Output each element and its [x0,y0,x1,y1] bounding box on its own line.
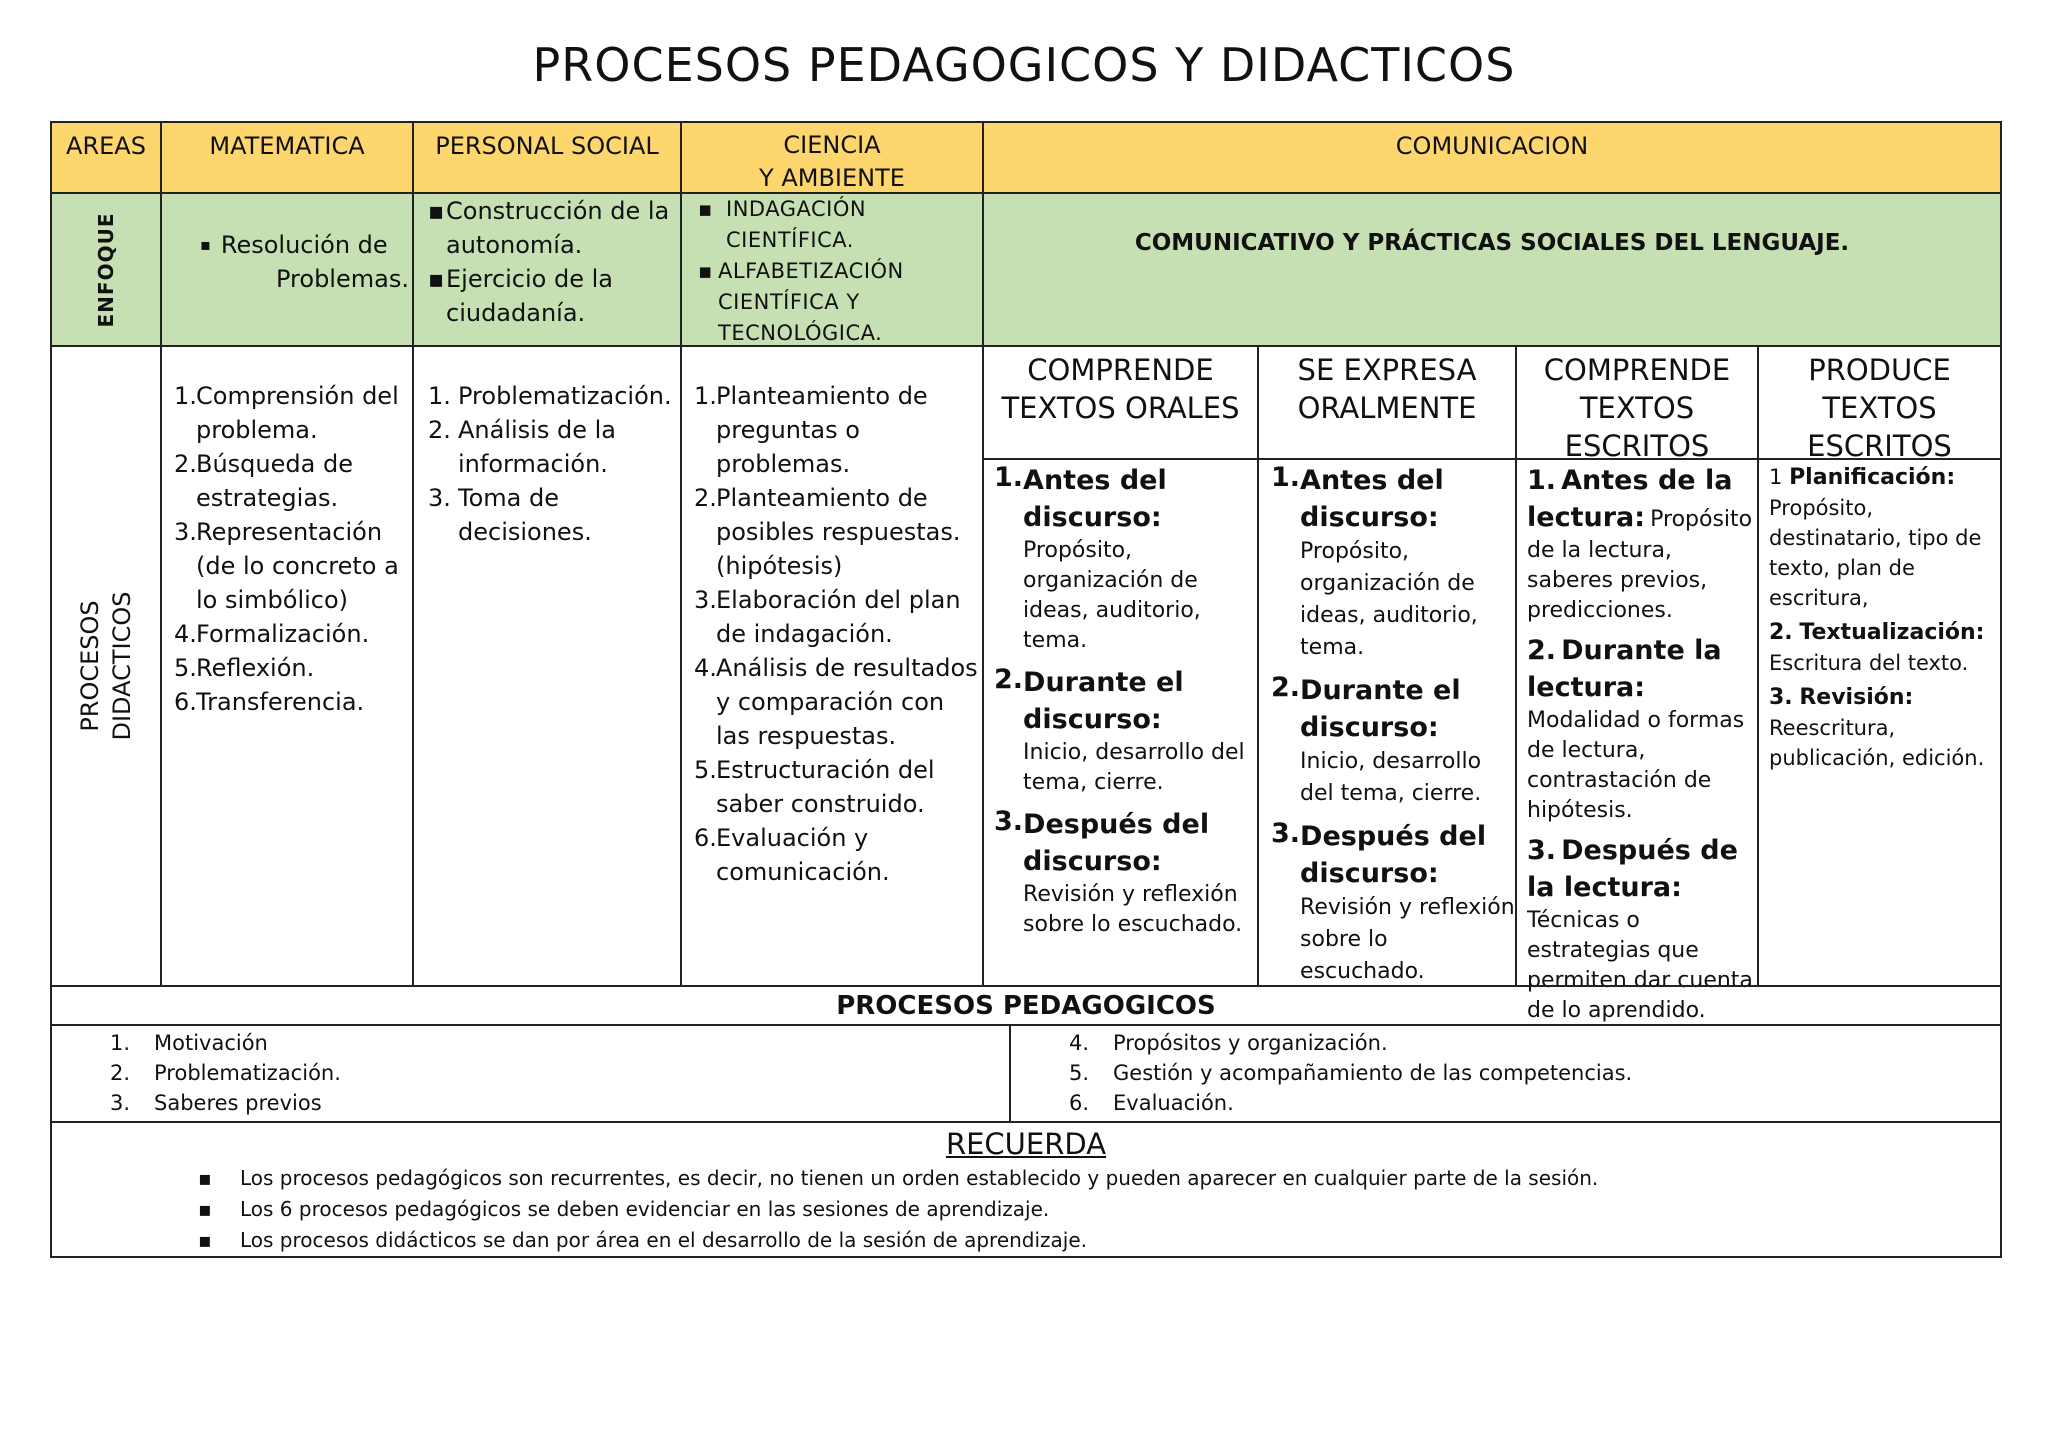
list-item: 2. Textualización: Escritura del texto. [1769,620,1985,675]
list-item: 3. Toma de decisiones. [428,484,592,546]
list-item: 3. Después del discurso: Revisión y reflexión sobre lo escuchado. [1271,818,1515,984]
pedagogicos-title: PROCESOS PEDAGOGICOS [836,991,1216,1021]
list-item: 4. Análisis de resultados y comparación con las respuestas. [694,654,978,750]
enfoque-label: ENFOQUE [94,212,118,327]
com-body-c4 [1757,458,2002,987]
list-item: 6. Evaluación. [1069,1091,1234,1115]
list-item: 3. Revisión: Reescritura, publicación, edición. [1769,685,1985,770]
list-item: 3. Después de la lectura: Técnicas o estrategias que permiten dar cuenta de lo aprendido. [1527,835,1753,1023]
list-item: 2. Búsqueda de estrategias. [174,450,353,512]
header-matematica-label: MATEMATICA [209,132,365,160]
list-item: 1. Comprensión del problema. [174,382,399,444]
com-body-c3 [1515,458,1759,1023]
procesos-personal-social [412,345,682,987]
header-ciencia-line2: Y AMBIENTE [759,164,905,192]
enfoque-matematica: ▪ Resolución de Problemas. [160,192,414,347]
page-title: PROCESOS PEDAGOGICOS Y DIDACTICOS [532,38,1516,92]
list-item: 3. Saberes previos [110,1091,322,1115]
list-item: 1. Problematización. [428,382,672,410]
list-item: 5. Estructuración del saber construido. [694,756,935,818]
pedagogicos-title-cell [50,985,2002,1026]
list-item: 1 Planificación: Propósito, destinatario, tipo de texto, plan de escritura, [1769,465,1982,610]
list-item: 1. Antes del discurso: Propósito, organización de ideas, auditorio, tema. [994,462,1201,653]
list-item: 2. Durante el discurso: Inicio, desarrollo del tema, cierre. [1271,672,1482,806]
header-areas-label: AREAS [66,132,146,160]
header-matematica [160,121,414,194]
list-item: 5. Gestión y acompañamiento de las competencias. [1069,1061,1633,1085]
enfoque-label-cell [50,192,162,347]
enfoque-matematica-line2: Problemas. [276,265,409,293]
procesos-label [74,592,138,741]
list-item: ▪ Los procesos didácticos se dan por área en el desarrollo de la sesión de aprendizaje. [198,1225,1988,1256]
header-personal-social-label: PERSONAL SOCIAL [435,132,659,160]
procesos-matematica [160,345,414,987]
list-item: 1. Antes del discurso: Propósito, organización de ideas, auditorio, tema. [1271,462,1478,660]
list-item: 2. Análisis de la información. [428,416,616,478]
list-item: 3. Representación (de lo concreto a lo simbólico) [174,518,399,614]
procesos-label-cell [50,345,162,987]
pedagogicos-left [50,1024,1011,1123]
list-item: 4. Propósitos y organización. [1069,1031,1388,1055]
header-ciencia [680,121,984,194]
list-item: 3. Elaboración del plan de indagación. [694,586,961,648]
pedagogicos-right [1009,1024,2002,1123]
com-header-c2: SE EXPRESA ORALMENTE [1257,345,1517,460]
list-item: 1. Antes de la lectura: Propósito de la lectura, saberes previos, predicciones. [1527,465,1753,623]
com-body-c2 [1257,458,1517,987]
enfoque-personal-social [412,192,682,347]
enfoque-ps-item: ▪ Ejercicio de la ciudadanía. [428,262,678,330]
header-personal-social [412,121,682,194]
enfoque-matematica-line1: Resolución de [220,231,388,259]
list-item: 5. Reflexión. [174,654,315,682]
enfoque-ciencia-item: ▪ INDAGACIÓN CIENTÍFICA. [698,194,968,256]
list-item: 2. Durante el discurso: Inicio, desarrollo del tema, cierre. [994,664,1245,795]
com-header-c3: COMPRENDE TEXTOS ESCRITOS [1515,345,1759,460]
list-item: 1. Planteamiento de preguntas o problemas. [694,382,928,478]
com-body-c1 [982,458,1259,987]
header-comunicacion-label: COMUNICACION [1395,132,1589,160]
header-areas [50,121,162,194]
recuerda-box [50,1121,2002,1258]
enfoque-ciencia-item: ▪ ALFABETIZACIÓN CIENTÍFICA Y TECNOLÓGICA. [698,256,968,349]
enfoque-comunicacion [982,192,2002,347]
list-item: 2. Durante la lectura: Modalidad o formas de lectura, contrastación de hipótesis. [1527,635,1745,823]
list-item: 6. Evaluación y comunicación. [694,824,890,886]
list-item: 2. Planteamiento de posibles respuestas. (hipótesis) [694,484,961,580]
list-item: 3. Después del discurso: Revisión y reflexión sobre lo escuchado. [994,806,1243,937]
enfoque-comunicacion-text: COMUNICATIVO Y PRÁCTICAS SOCIALES DEL LENGUAJE. [1134,230,1850,256]
procesos-label-line2: DIDACTICOS [108,591,136,741]
list-item: 4. Formalización. [174,620,370,648]
com-header-c4: PRODUCE TEXTOS ESCRITOS [1757,345,2002,460]
procesos-label-line1: PROCESOS [76,600,104,732]
com-header-c1: COMPRENDE TEXTOS ORALES [982,345,1259,460]
header-ciencia-line1: CIENCIA [783,131,881,159]
enfoque-ps-item: ▪ Construcción de la autonomía. [428,194,678,262]
list-item: 6. Transferencia. [174,688,365,716]
list-item: ▪ Los procesos pedagógicos son recurrentes, es decir, no tienen un orden establecido y pueden aparecer en cualquier parte de la sesión. [198,1163,1988,1194]
list-item: 1. Motivación [110,1031,268,1055]
list-item: 2. Problematización. [110,1061,341,1085]
procesos-ciencia [680,345,984,987]
list-item: ▪ Los 6 procesos pedagógicos se deben evidenciar en las sesiones de aprendizaje. [198,1194,1988,1225]
enfoque-ciencia [680,192,984,347]
header-comunicacion [982,121,2002,194]
recuerda-title: RECUERDA [945,1127,1107,1161]
